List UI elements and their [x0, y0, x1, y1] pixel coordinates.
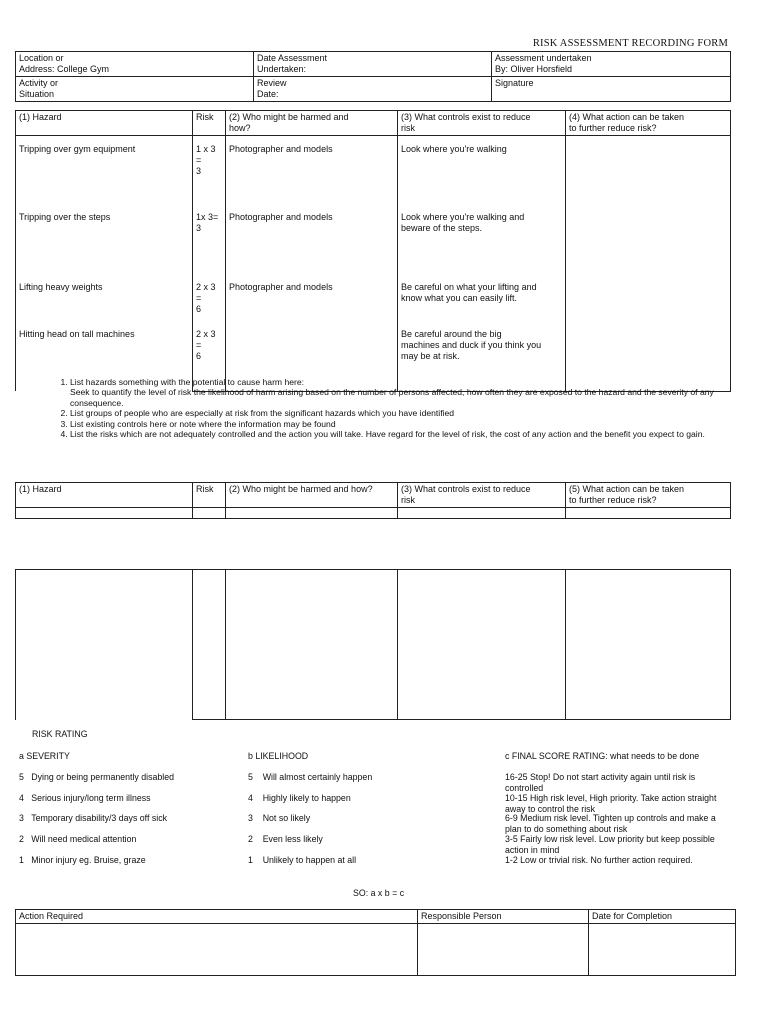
final-score-heading: c FINAL SCORE RATING: what needs to be done: [505, 751, 700, 761]
col-who-header: (2) Who might be harmed and how?: [226, 483, 398, 508]
list-item: 1-2 Low or trivial risk. No further action required.: [505, 855, 693, 865]
action-column[interactable]: [566, 136, 731, 392]
form-title: RISK ASSESSMENT RECORDING FORM: [532, 38, 728, 49]
hazard-column: [16, 136, 193, 392]
review-date-field[interactable]: Review Date:: [254, 77, 492, 102]
controls-cell[interactable]: Look where you're walking: [401, 144, 507, 154]
formula: SO: a x b = c: [353, 888, 405, 898]
table-row: [16, 924, 736, 976]
col-controls-header: (3) What controls exist to reduce risk: [398, 111, 566, 136]
signature-field[interactable]: Signature: [492, 77, 731, 102]
col-risk-header: Risk: [193, 483, 226, 508]
action-cell[interactable]: [566, 570, 731, 720]
who-cell[interactable]: Photographer and models: [229, 144, 333, 154]
header-table: [15, 51, 731, 102]
controls-cell[interactable]: [398, 570, 566, 720]
col-action-header: (4) What action can be taken to further reduce risk?: [566, 111, 731, 136]
col-controls-header: (3) What controls exist to reduce risk: [398, 483, 566, 508]
risk-cell[interactable]: 1x 3= 3: [196, 212, 219, 233]
who-cell[interactable]: [226, 508, 398, 519]
action-cell[interactable]: [566, 508, 731, 519]
note-item: 2. List groups of people who are especially at risk from the significant hazards which you have identified: [70, 408, 740, 418]
severity-heading: a SEVERITY: [19, 751, 70, 761]
table-row: [16, 508, 731, 519]
date-assessment-field[interactable]: Date Assessment Undertaken:: [254, 52, 492, 77]
who-column: [226, 136, 398, 392]
risk-rating-title: RISK RATING: [32, 729, 88, 739]
risk-cell[interactable]: 1 x 3 = 3: [196, 144, 216, 176]
action-table: [15, 909, 736, 976]
controls-cell[interactable]: Be careful around the big machines and duck if you think you may be at risk.: [401, 329, 542, 361]
col-hazard-header: (1) Hazard: [16, 111, 193, 136]
hazard-cell[interactable]: Hitting head on tall machines: [19, 329, 135, 339]
list-item: 5 Will almost certainly happen: [248, 772, 373, 782]
assessment-by-field[interactable]: Assessment undertaken By: Oliver Horsfield: [492, 52, 731, 77]
hazard-cell[interactable]: [16, 570, 193, 720]
controls-column: [398, 136, 566, 392]
list-item: 4 Highly likely to happen: [248, 793, 351, 803]
likelihood-heading: b LIKELIHOOD: [248, 751, 309, 761]
note-item: 4. List the risks which are not adequately controlled and the action you will take. Have regard for the level of risk, the cost of any action and the benefit you expect to gain.: [70, 429, 740, 439]
list-item: 4 Serious injury/long term illness: [19, 793, 151, 803]
date-completion-cell[interactable]: [589, 924, 736, 976]
date-completion-header: Date for Completion: [589, 910, 736, 924]
controls-cell[interactable]: [398, 508, 566, 519]
who-cell[interactable]: [226, 570, 398, 720]
list-item: 16-25 Stop! Do not start activity again until risk is controlled: [505, 772, 696, 793]
action-required-cell[interactable]: [16, 924, 418, 976]
activity-field[interactable]: Activity or Situation: [16, 77, 254, 102]
hazard-cell[interactable]: Tripping over gym equipment: [19, 144, 136, 154]
risk-column: [193, 136, 226, 392]
list-item: 3 Temporary disability/3 days off sick: [19, 813, 168, 823]
list-item: 6-9 Medium risk level. Tighten up controls and make a plan to do something about risk: [505, 813, 716, 834]
hazard-table-2-body: [15, 569, 731, 720]
who-cell[interactable]: Photographer and models: [229, 212, 333, 222]
list-item: 2 Even less likely: [248, 834, 323, 844]
notes-list: [40, 377, 740, 439]
hazard-cell[interactable]: Tripping over the steps: [19, 212, 111, 222]
list-item: 3 Not so likely: [248, 813, 311, 823]
col-hazard-header: (1) Hazard: [16, 483, 193, 508]
list-item: 3-5 Fairly low risk level. Low priority but keep possible action in mind: [505, 834, 715, 855]
table-row: [16, 570, 731, 720]
risk-cell[interactable]: 2 x 3 = 6: [196, 282, 216, 314]
controls-cell[interactable]: Be careful on what your lifting and know what you can easily lift.: [401, 282, 537, 303]
hazard-table-2-header: [15, 482, 731, 519]
controls-cell[interactable]: Look where you're walking and beware of the steps.: [401, 212, 525, 233]
note-item: 3. List existing controls here or note where the information may be found: [70, 419, 740, 429]
responsible-person-cell[interactable]: [418, 924, 589, 976]
action-required-header: Action Required: [16, 910, 418, 924]
location-field[interactable]: Location or Address: College Gym: [16, 52, 254, 77]
hazard-cell[interactable]: Lifting heavy weights: [19, 282, 103, 292]
list-item: 1 Minor injury eg. Bruise, graze: [19, 855, 146, 865]
col-action-header: (5) What action can be taken to further reduce risk?: [566, 483, 731, 508]
list-item: 2 Will need medical attention: [19, 834, 137, 844]
col-who-header: (2) Who might be harmed and how?: [226, 111, 398, 136]
note-item: 1. List hazards something with the potential to cause harm here: Seek to quantify the level of risk the likelihood of harm arising based on the number of persons affected, how often they are exposed to the hazard and the severity of any consequence.: [70, 377, 740, 408]
list-item: 10-15 High risk level, High priority. Take action straight away to control the risk: [505, 793, 717, 814]
hazard-table: [15, 110, 731, 392]
responsible-person-header: Responsible Person: [418, 910, 589, 924]
who-cell[interactable]: Photographer and models: [229, 282, 333, 292]
list-item: 5 Dying or being permanently disabled: [19, 772, 175, 782]
hazard-cell[interactable]: [16, 508, 193, 519]
risk-cell[interactable]: 2 x 3 = 6: [196, 329, 216, 361]
risk-cell[interactable]: [193, 508, 226, 519]
col-risk-header: Risk: [193, 111, 226, 136]
risk-cell[interactable]: [193, 570, 226, 720]
table-row: [16, 136, 731, 392]
list-item: 1 Unlikely to happen at all: [248, 855, 357, 865]
